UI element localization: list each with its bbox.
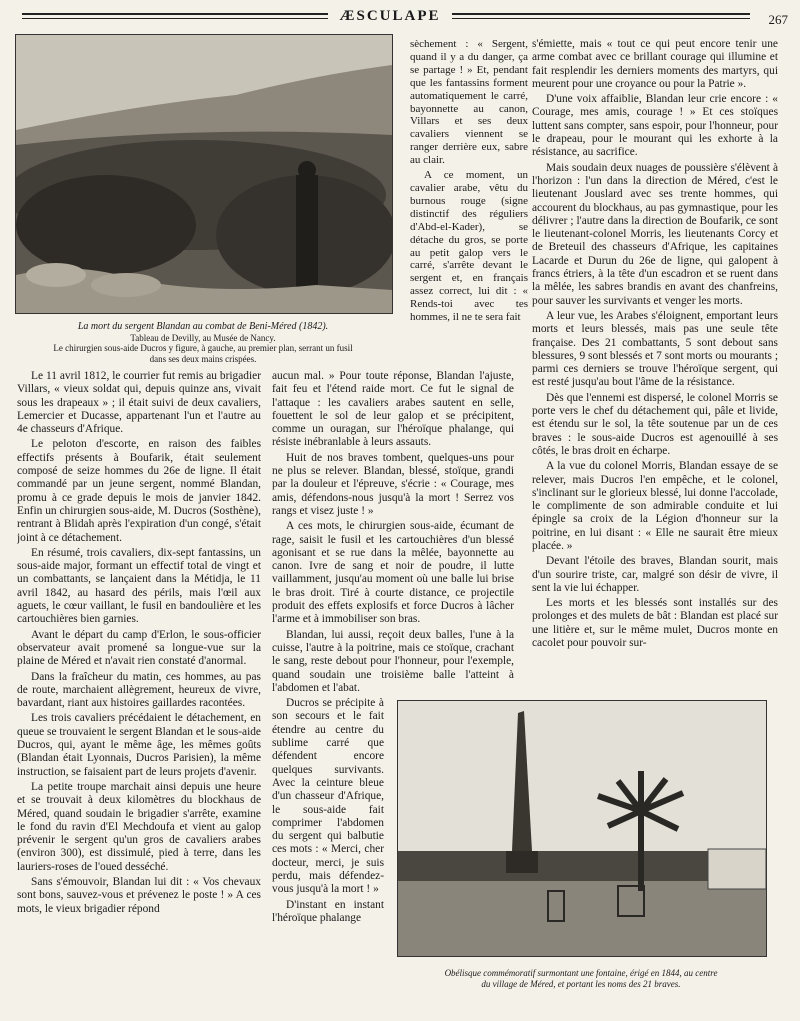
battle-painting-image: [15, 34, 393, 314]
journal-title: ÆSCULAPE: [339, 8, 441, 24]
paragraph: Ducros se précipite à son secours et le fait étendre au centre du sublime carré que défendent encore quelques survivants. Avec la ceinture bleue d'un chasseur d'Afrique, le sous-aide fait comprimer l'abdomen du sergent qui balbutie ces mots : « Merci, cher docteur, merci, je suis perdu, mais défendez-vous jusqu'à la mort ! »: [272, 697, 384, 896]
obelisk-photo-image: [397, 700, 767, 957]
figure1-caption-line: Le chirurgien sous-aide Ducros y figure, à gauche, au premier plan, serrant un fusil: [53, 343, 353, 353]
header-rule-left: [22, 13, 328, 19]
column-middle-top: [410, 38, 528, 368]
paragraph: D'instant en instant l'héroïque phalange: [272, 898, 384, 924]
paragraph: La petite troupe marchait ainsi depuis une heure et se trouvait à deux kilomètres du blockhaus de Méred, quand soudain le brigadier s'arrête, examine le fond du ravin d'El Mechdoufa et vient au galop prévenir le sergent qu'un gros de cavaliers arabes (environ 300), est dissimulé, pied à terre, dans les lauriers-roses de l'oued desséché.: [17, 780, 261, 873]
paragraph: sèchement : « Sergent, quand il y a du danger, ça se partage ! » Et, pendant que les fantassins forment automatiquement le carré, bayonnette au canon, Villars et ses deux cavaliers viennent se ranger derrière eux, sabre au clair.: [410, 38, 528, 167]
paragraph: s'émiette, mais « tout ce qui peut encore tenir une arme combat avec ce brillant courage qui illumine et fait resplendir les derniers moments des martyrs, qui meurent pour une croyance ou pour la Patrie ».: [532, 38, 778, 90]
figure1-caption-line: Tableau de Devilly, au Musée de Nancy.: [130, 332, 276, 343]
battle-painting-svg: [16, 35, 392, 313]
paragraph: Blandan, lui aussi, reçoit deux balles, l'une à la cuisse, l'autre à la poitrine, mais ce stoïque, crachant le sang, reste debout pour l'honneur, pour l'exemple, quand soudain une troisième balle l'atteint à l'abdomen et l'abat.: [272, 628, 514, 694]
paragraph: Huit de nos braves tombent, quelques-uns pour ne plus se relever. Blandan, blessé, stoïque, grandi par la douleur et l'épreuve, s'écrie : « Courage, mes amis, défendons-nous jusqu'à la mort ! Serrez vos rangs et visez juste ! »: [272, 451, 514, 517]
column-right: [532, 38, 778, 688]
paragraph: Le 11 avril 1812, le courrier fut remis au brigadier Villars, « vieux soldat qui, depuis quinze ans, vivait sous les drapeaux » ; il était suivi de deux cavaliers, Lemercier et Ducasse, appartenant l'un et l'autre au 4e chasseurs d'Afrique.: [17, 370, 261, 436]
header-rule-right: [452, 13, 750, 19]
paragraph: A la vue du colonel Morris, Blandan essaye de se relever, mais Ducros l'en empêche, et le colonel, s'inclinant sur le glorieux blessé, lui donne l'accolade, le complimente de son admirable conduite et lui épingle sa croix de la Légion d'honneur sur la poitrine, en lui disant : « Elle ne saurait être mieux placée. »: [532, 460, 778, 552]
paragraph: Les morts et les blessés sont installés sur des prolonges et des mulets de bât : Blandan est placé sur une litière et, sur le même mulet, Ducros monte en cacolet pour pouvoir sur-: [532, 597, 778, 650]
paragraph: Le peloton d'escorte, en raison des faibles effectifs présents à Boufarik, était seulement composé de seize hommes du 26e de ligne. Il était commandé par un jeune sergent, nommé Blandan, promu à ce grade depuis le mois de janvier 1842. Enfin un chirurgien sous-aide, M. Ducros (Sosthène), rentrant à Blidah après l'expiration d'un congé, s'était joint à ce détachement.: [17, 438, 261, 544]
paragraph: A leur vue, les Arabes s'éloignent, emportant leurs morts et leurs blessés, mais pas une seule tête française. Des 21 combattants, 5 sont debout sans blessures, 9 sont blessés et 7 sont morts ou mourants ; parmi ces derniers se trouve l'héroïque sergent, qui est resté jusqu'au bout l'âme de la résistance.: [532, 309, 778, 389]
paragraph: Mais soudain deux nuages de poussière s'élèvent à l'horizon : l'un dans la direction de Méred, c'est le lieutenant Jouslard avec ses trente hommes, qui accourent du blockhaus, au pas gymnastique, pour les délivrer ; l'autre dans la direction de Boufarik, ce sont le lieutenant-colonel Morris, les lieutenants Corcy et de Breteuil des chasseurs d'Afrique, les capitaines Lacarde et Durun du 26e de ligne, qui galopent à francs étriers, à la tête d'un escadron et se ruent dans la mêlée, les sabres brandis en avant des chanfreins, pour sauver les survivants et venger les morts.: [532, 161, 778, 307]
paragraph: Avant le départ du camp d'Erlon, le sous-officier observateur avait promené sa longue-vue sur la plaine de Méred et n'avait rien constaté d'anormal.: [17, 628, 261, 668]
column-left: [17, 370, 261, 990]
paragraph: Les trois cavaliers précédaient le détachement, en queue se trouvaient le sergent Blandan et le sous-aide Ducros, qui, ayant le même âge, les mêmes goûts (Blandan était Lyonnais, Ducros Parisien), la même instruction, se faisaient part de leurs projets d'avenir.: [17, 712, 261, 778]
page-number: 267: [768, 12, 788, 27]
paragraph: A ce moment, un cavalier arabe, vêtu du burnous rouge (signe distinctif des réguliers d'Abd-el-Kader), se détache du gros, se porte au petit galop vers le carré, s'arrête devant le sergent et, en français assez correct, lui dit : « Rends-toi avec tes hommes, il ne te sera fait: [410, 169, 528, 324]
figure1-caption: [15, 322, 391, 364]
paragraph: Sans s'émouvoir, Blandan lui dit : « Vos chevaux sont bons, sauvez-vous et prévenez le poste ! » A ces mots, le vieux brigadier répond: [17, 875, 261, 915]
figure2-caption: [397, 968, 765, 989]
paragraph: En résumé, trois cavaliers, dix-sept fantassins, un sous-aide major, formant un effectif total de vingt et un combattants, se lançaient dans la Métidja, le 11 avril 1842, au hasard des périls, mais l'œil aux aguets, le cœur vaillant, le fusil en bandoulière et les cartouchières bien garnies.: [17, 546, 261, 626]
paragraph: D'une voix affaiblie, Blandan leur crie encore : « Courage, mes amis, courage ! » Et ces stoïques luttent sans compter, sans espoir, pour l'honneur, pour le drapeau, pour le mourant qui les exhorte à la résistance, au sacrifice.: [532, 93, 778, 159]
paragraph: aucun mal. » Pour toute réponse, Blandan l'ajuste, fait feu et l'étend raide mort. Ce fut le signal de l'attaque : les cavaliers arabes sautent en selle, fouettent le sol de leur galop et se précipitent, comme un ouragan, sur l'héroïque phalange, qui résiste inébranlable à leurs assauts.: [272, 370, 514, 449]
figure1-caption-title: La mort du sergent Blandan au combat de Beni-Méred (1842).: [77, 321, 329, 332]
figure1-caption-line: dans ses deux mains crispées.: [149, 353, 257, 364]
obelisk-photo-svg: [398, 701, 766, 956]
paragraph: Dans la fraîcheur du matin, ces hommes, au pas de route, marchaient allègrement, heureux de vivre, bavardant, riant aux histoires gaillardes racontées.: [17, 670, 261, 710]
figure2-caption-line: du village de Méred, et portant les noms des 21 braves.: [481, 978, 681, 989]
paragraph: A ces mots, le chirurgien sous-aide, écumant de rage, saisit le fusil et les cartouchières d'un blessé agonisant et se rue dans la mêlée, bayonnette au canon. Ivre de sang et noir de poudre, il lutte vaillamment, jusqu'au moment où une balle lui brise le bras droit. Tiré à courte distance, ce projectile produit des effets explosifs et force Ducros à lâcher l'arme et à immobiliser son bras.: [272, 520, 514, 626]
paragraph: Dès que l'ennemi est dispersé, le colonel Morris se porte vers le chef du détachement qui, pâle et livide, est étendu sur le sol, la tête soutenue par un de ces braves : le sous-aide Ducros est agenouillé à ses côtés, le bras droit en écharpe.: [532, 391, 778, 457]
figure2-caption-line: Obélisque commémoratif surmontant une fontaine, érigé en 1844, au centre: [444, 968, 718, 978]
paragraph: Devant l'étoile des braves, Blandan sourit, mais d'un sourire triste, car, malgré son désir de vivre, il sent la vie lui échapper.: [532, 555, 778, 594]
